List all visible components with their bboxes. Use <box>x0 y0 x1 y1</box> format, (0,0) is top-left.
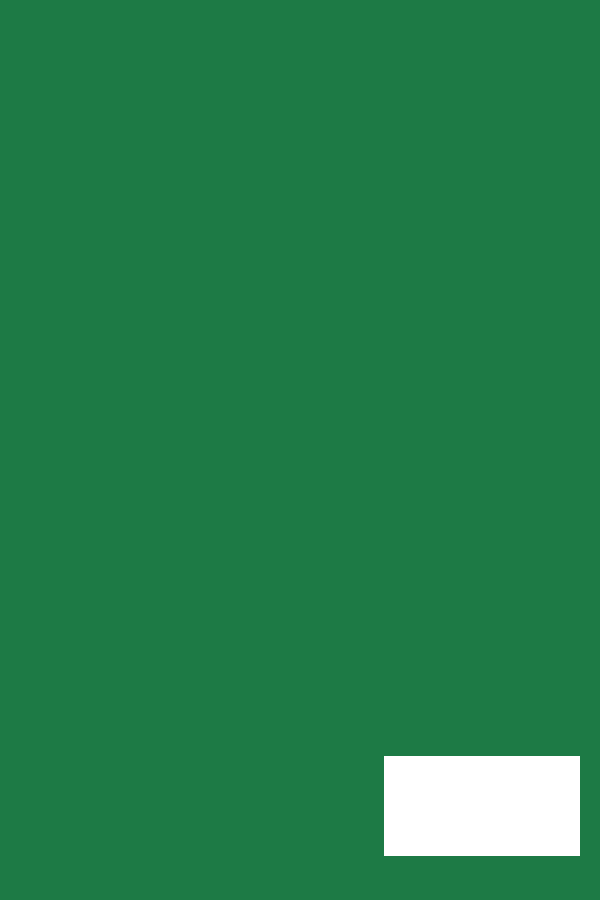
isbn-barcode <box>384 756 580 856</box>
addon-barcode-bars <box>514 788 572 838</box>
back-cover-text <box>28 34 573 40</box>
ean-barcode-bars <box>392 776 510 838</box>
